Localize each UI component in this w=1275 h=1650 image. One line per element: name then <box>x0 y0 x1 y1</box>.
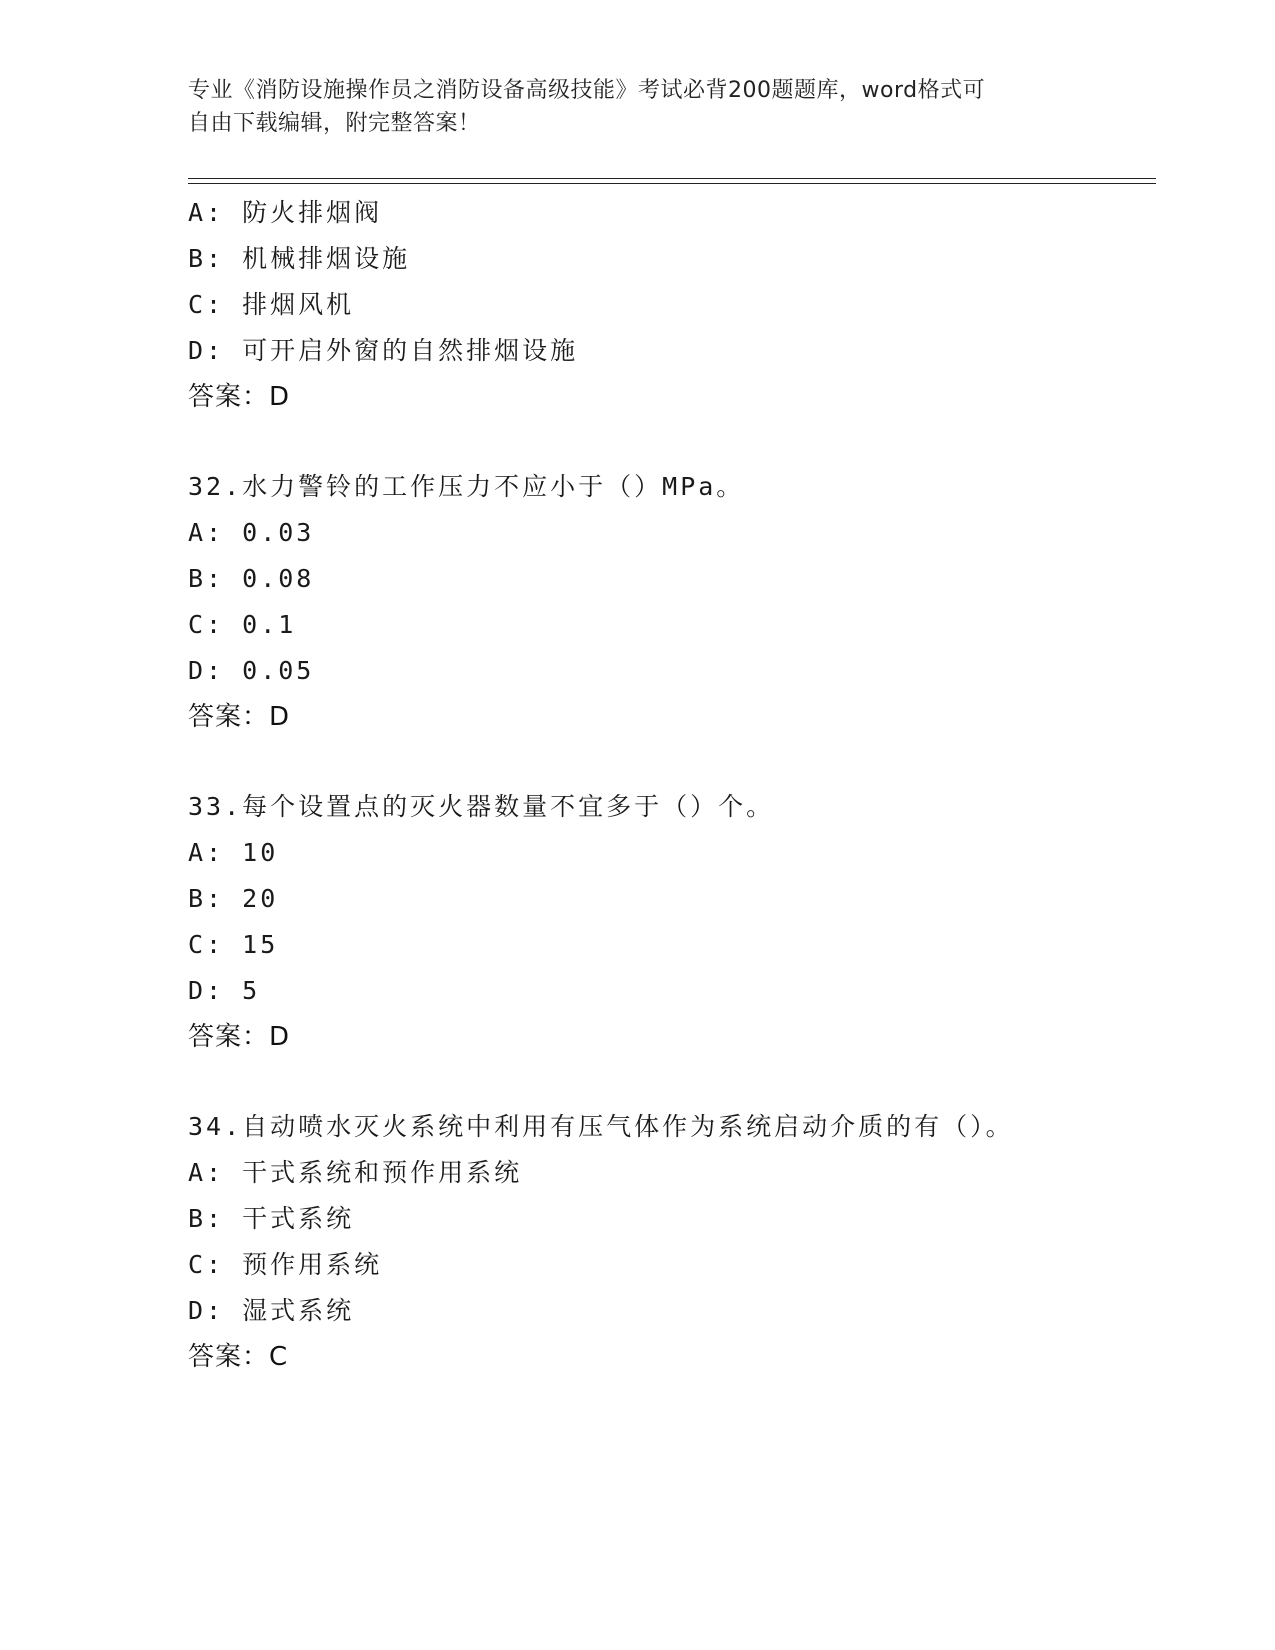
question-text: 34.自动喷水灭火系统中利用有压气体作为系统启动介质的有（）。 <box>188 1112 1014 1141</box>
option-d: D: 5 <box>188 976 261 1005</box>
question-block-32 <box>188 464 1156 740</box>
header-rule-bottom <box>188 183 1156 184</box>
question-block-33 <box>188 784 1156 1060</box>
option-d: D: 可开启外窗的自然排烟设施 <box>188 336 579 365</box>
option-c: C: 15 <box>188 930 279 959</box>
question-list <box>188 190 1156 1380</box>
option-d: D: 0.05 <box>188 656 315 685</box>
option-b: B: 20 <box>188 884 279 913</box>
question-text: 32.水力警铃的工作压力不应小于（）MPa。 <box>188 472 745 501</box>
question-block-31 <box>188 190 1156 420</box>
question-block-34 <box>188 1104 1156 1380</box>
header-line-1: 专业《消防设施操作员之消防设备高级技能》考试必背200题题库，word格式可 <box>188 78 986 103</box>
header-rule-top <box>188 178 1156 179</box>
block-spacer <box>188 420 1156 464</box>
option-b: B: 干式系统 <box>188 1204 355 1233</box>
header-line-2: 自由下载编辑，附完整答案！ <box>188 111 481 136</box>
option-c: C: 排烟风机 <box>188 290 355 319</box>
option-a: A: 防火排烟阀 <box>188 198 383 227</box>
option-a: A: 10 <box>188 838 279 867</box>
option-b: B: 0.08 <box>188 564 315 593</box>
answer-line: 答案：C <box>188 1342 289 1372</box>
block-spacer <box>188 1060 1156 1104</box>
option-d: D: 湿式系统 <box>188 1296 355 1325</box>
answer-line: 答案：D <box>188 1022 291 1052</box>
document-header <box>188 74 1088 140</box>
block-spacer <box>188 740 1156 784</box>
option-a: A: 干式系统和预作用系统 <box>188 1158 523 1187</box>
option-c: C: 预作用系统 <box>188 1250 383 1279</box>
option-b: B: 机械排烟设施 <box>188 244 411 273</box>
option-c: C: 0.1 <box>188 610 297 639</box>
question-text: 33.每个设置点的灭火器数量不宜多于（）个。 <box>188 792 775 821</box>
answer-line: 答案：D <box>188 702 291 732</box>
option-a: A: 0.03 <box>188 518 315 547</box>
answer-line: 答案：D <box>188 382 291 412</box>
